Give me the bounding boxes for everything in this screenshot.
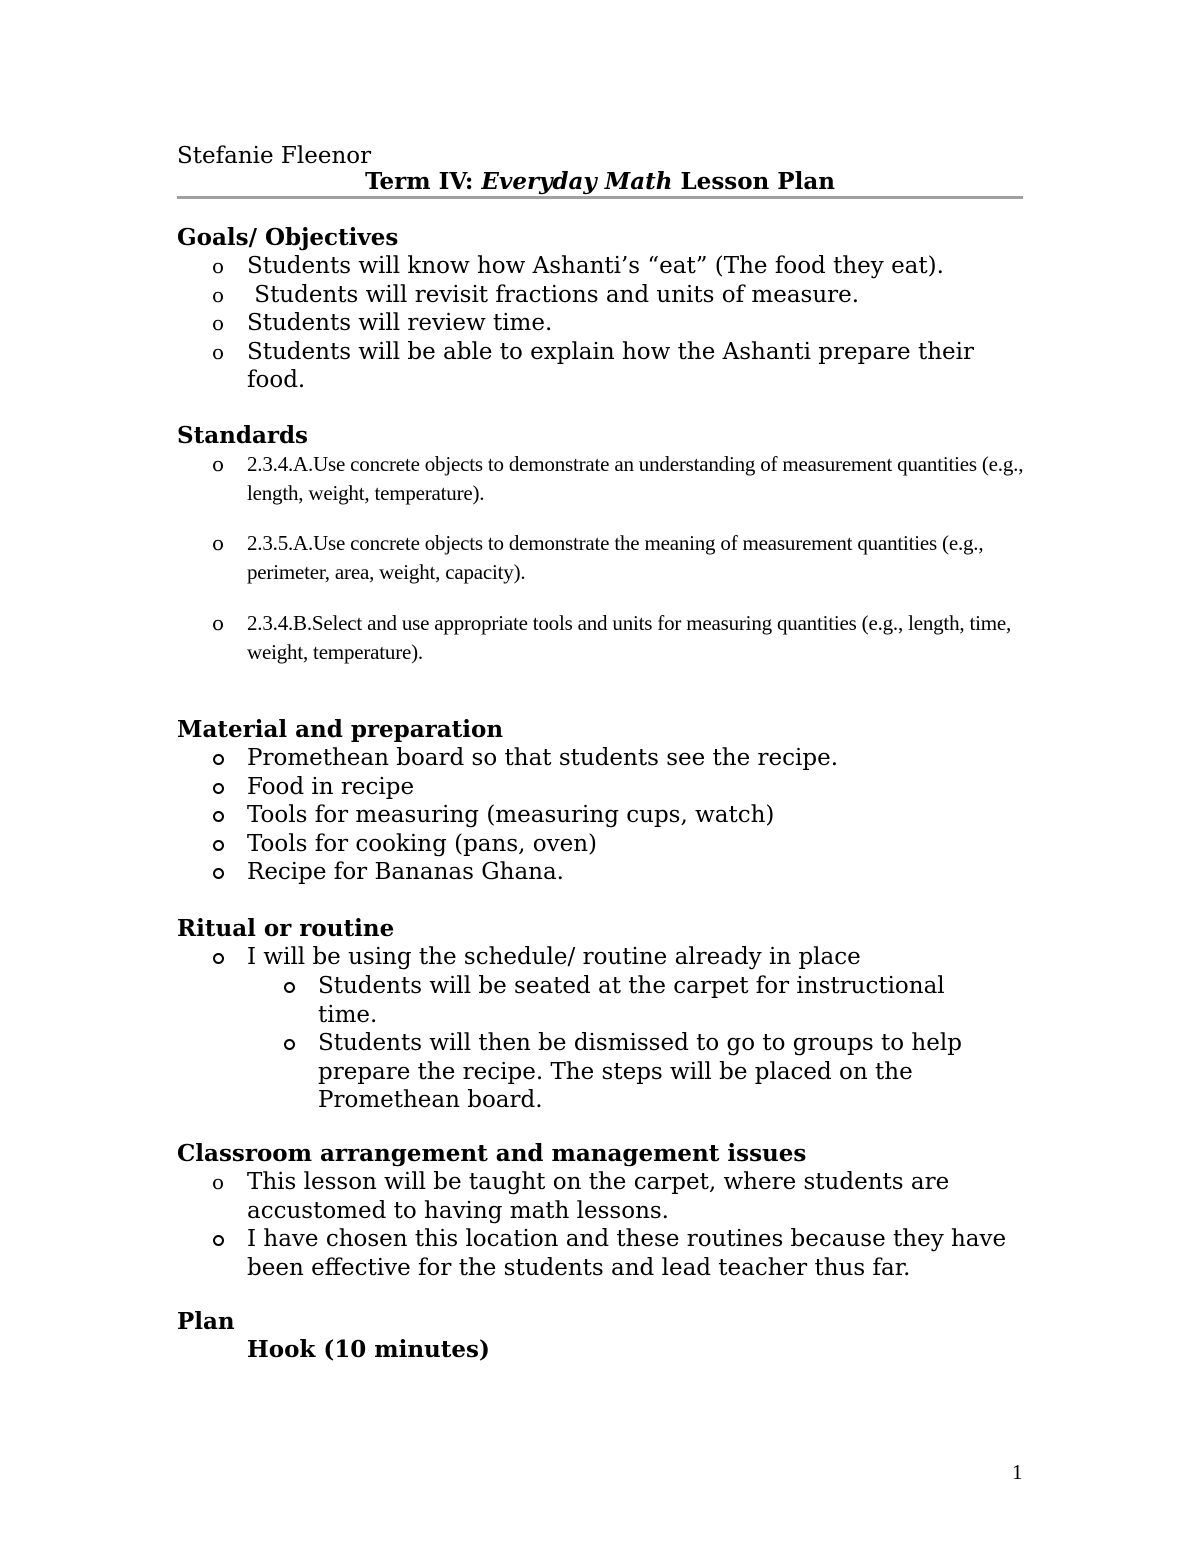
list-item: Recipe for Bananas Ghana. xyxy=(247,858,1027,887)
standards-heading: Standards xyxy=(177,422,308,449)
list-item: o Students will be able to explain how the Ashanti prepare their food. xyxy=(212,338,974,393)
list-item: o This lesson will be taught on the carpet, where students are accustomed to having math lessons. xyxy=(212,1169,950,1224)
hollow-bullet-icon: o xyxy=(212,452,224,476)
circle-bullet-icon xyxy=(284,1039,295,1050)
list-item: I have chosen this location and these routines because they have been effective for the students and lead teacher thus far. xyxy=(247,1225,1027,1282)
hollow-bullet-icon: o xyxy=(212,611,224,635)
circle-bullet-icon xyxy=(213,811,224,822)
circle-bullet-icon xyxy=(213,783,224,794)
list-item: Students will then be dismissed to go to groups to help prepare the recipe. The steps will be placed on the Promethean board. xyxy=(318,1029,1008,1115)
ritual-sublist xyxy=(318,972,1008,1115)
circle-bullet-icon xyxy=(213,1235,224,1246)
hollow-bullet-icon: o xyxy=(212,1170,225,1194)
goals-heading: Goals/ Objectives xyxy=(177,224,399,251)
circle-bullet-icon xyxy=(213,868,224,879)
standards-list xyxy=(212,450,1027,508)
page-number: 1 xyxy=(1012,1460,1023,1484)
title-prefix: Term IV: xyxy=(365,168,482,195)
title-suffix: Lesson Plan xyxy=(672,168,835,195)
hook-heading: Hook (10 minutes) xyxy=(247,1336,490,1363)
list-item: I will be using the schedule/ routine already in place xyxy=(247,943,1027,972)
classroom-heading: Classroom arrangement and management issues xyxy=(177,1140,807,1167)
hollow-bullet-icon: o xyxy=(212,282,225,307)
hollow-bullet-icon: o xyxy=(212,531,224,555)
standards-list xyxy=(212,529,1027,587)
list-item: o Students will know how Ashanti’s “eat” (The food they eat). xyxy=(212,253,944,279)
list-item: o Students will revisit fractions and units of measure. xyxy=(212,281,860,308)
plan-heading: Plan xyxy=(177,1308,235,1335)
ritual-heading: Ritual or routine xyxy=(177,915,395,942)
materials-heading: Material and preparation xyxy=(177,716,504,743)
circle-bullet-icon xyxy=(213,754,224,765)
materials-list xyxy=(247,744,1027,887)
list-item: o 2.3.4.A.Use concrete objects to demonstrate an understanding of measurement quantities (e.g., length, weight, temperature). xyxy=(212,452,1024,505)
list-item: Tools for cooking (pans, oven) xyxy=(247,830,1027,859)
list-item: Promethean board so that students see the recipe. xyxy=(247,744,1027,773)
list-item: o 2.3.5.A.Use concrete objects to demonstrate the meaning of measurement quantities (e.g., perimeter, area, weight, capacity). xyxy=(212,531,984,584)
list-item: Food in recipe xyxy=(247,773,1027,802)
list-item: Tools for measuring (measuring cups, watch) xyxy=(247,801,1027,830)
list-item: o Students will review time. xyxy=(212,310,553,336)
hollow-bullet-icon: o xyxy=(212,339,225,364)
author-name: Stefanie Fleenor xyxy=(177,143,372,169)
goals-list xyxy=(212,252,1027,395)
ritual-list xyxy=(247,943,1027,972)
circle-bullet-icon xyxy=(284,982,295,993)
classroom-list xyxy=(212,1168,1027,1282)
document-title xyxy=(177,168,1023,196)
list-item: Students will be seated at the carpet for instructional time. xyxy=(318,972,1008,1029)
circle-bullet-icon xyxy=(213,953,224,964)
hollow-bullet-icon: o xyxy=(212,311,225,335)
hollow-bullet-icon: o xyxy=(212,254,225,278)
list-item: o 2.3.4.B.Select and use appropriate tools and units for measuring quantities (e.g., length, time, weight, temperature). xyxy=(212,611,1012,664)
title-italic: Everyday Math xyxy=(481,168,673,195)
standards-list xyxy=(212,609,1027,667)
title-rule xyxy=(177,196,1023,199)
circle-bullet-icon xyxy=(213,840,224,851)
